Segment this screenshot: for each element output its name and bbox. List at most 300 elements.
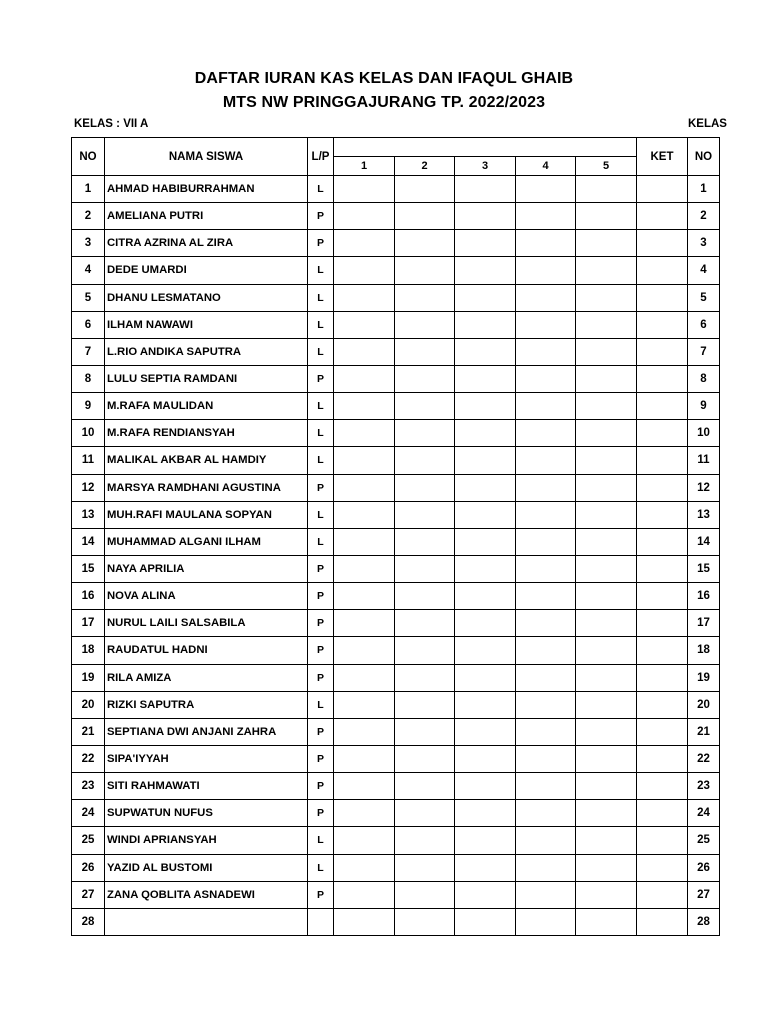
row-week-4-cell [516, 257, 576, 284]
row-week-1-cell [334, 474, 395, 501]
row-week-2-cell [395, 637, 455, 664]
row-week-1-cell [334, 908, 395, 935]
row-week-1-cell [334, 311, 395, 338]
header-no-right: NO [688, 138, 720, 176]
row-lp: P [308, 474, 334, 501]
row-no-right: 3 [688, 230, 720, 257]
row-week-1-cell [334, 501, 395, 528]
row-week-1-cell [334, 420, 395, 447]
row-ket-cell [637, 583, 688, 610]
row-week-2-cell [395, 827, 455, 854]
table-row [72, 854, 720, 881]
row-lp: P [308, 745, 334, 772]
row-ket-cell [637, 745, 688, 772]
row-week-3-cell [455, 176, 516, 203]
table-row [72, 773, 720, 800]
row-lp: P [308, 203, 334, 230]
row-nama: WINDI APRIANSYAH [105, 827, 308, 854]
row-week-1-cell [334, 257, 395, 284]
row-week-2-cell [395, 908, 455, 935]
row-week-3-cell [455, 745, 516, 772]
table-row [72, 583, 720, 610]
row-week-1-cell [334, 338, 395, 365]
row-lp: L [308, 176, 334, 203]
row-lp: L [308, 528, 334, 555]
row-week-1-cell [334, 365, 395, 392]
row-week-1-cell [334, 284, 395, 311]
row-no-right: 11 [688, 447, 720, 474]
table-row [72, 203, 720, 230]
row-nama: CITRA AZRINA AL ZIRA [105, 230, 308, 257]
row-ket-cell [637, 908, 688, 935]
row-week-4-cell [516, 447, 576, 474]
row-no: 8 [72, 365, 105, 392]
row-week-4-cell [516, 718, 576, 745]
row-week-4-cell [516, 474, 576, 501]
table-row [72, 257, 720, 284]
row-no-right: 19 [688, 664, 720, 691]
row-week-1-cell [334, 610, 395, 637]
row-week-4-cell [516, 691, 576, 718]
table-row [72, 827, 720, 854]
row-week-3-cell [455, 881, 516, 908]
row-week-2-cell [395, 474, 455, 501]
row-week-5-cell [576, 528, 637, 555]
kelas-label: KELAS : VII A [74, 118, 149, 130]
table-row [72, 881, 720, 908]
row-week-1-cell [334, 800, 395, 827]
row-nama: NOVA ALINA [105, 583, 308, 610]
row-week-5-cell [576, 854, 637, 881]
row-ket-cell [637, 827, 688, 854]
row-lp: L [308, 854, 334, 881]
row-ket-cell [637, 338, 688, 365]
header-week-3: 3 [455, 157, 516, 176]
row-no: 27 [72, 881, 105, 908]
row-no: 1 [72, 176, 105, 203]
row-no-right: 22 [688, 745, 720, 772]
row-week-4-cell [516, 176, 576, 203]
row-ket-cell [637, 284, 688, 311]
row-lp: P [308, 365, 334, 392]
row-nama: SITI RAHMAWATI [105, 773, 308, 800]
row-week-2-cell [395, 393, 455, 420]
row-lp: L [308, 338, 334, 365]
row-week-5-cell [576, 474, 637, 501]
row-week-2-cell [395, 528, 455, 555]
row-no: 21 [72, 718, 105, 745]
row-nama: ZANA QOBLITA ASNADEWI [105, 881, 308, 908]
row-week-2-cell [395, 800, 455, 827]
table-row [72, 528, 720, 555]
row-lp: P [308, 610, 334, 637]
row-week-1-cell [334, 691, 395, 718]
row-lp: P [308, 800, 334, 827]
row-week-5-cell [576, 718, 637, 745]
row-week-4-cell [516, 420, 576, 447]
header-lp: L/P [308, 138, 334, 176]
row-nama: ILHAM NAWAWI [105, 311, 308, 338]
row-week-4-cell [516, 311, 576, 338]
row-lp: P [308, 664, 334, 691]
row-week-5-cell [576, 176, 637, 203]
row-no-right: 6 [688, 311, 720, 338]
row-lp: P [308, 583, 334, 610]
row-no: 4 [72, 257, 105, 284]
row-lp: L [308, 393, 334, 420]
row-week-3-cell [455, 284, 516, 311]
row-week-2-cell [395, 745, 455, 772]
row-ket-cell [637, 203, 688, 230]
row-week-4-cell [516, 393, 576, 420]
table-row [72, 555, 720, 582]
row-lp: P [308, 773, 334, 800]
row-week-1-cell [334, 637, 395, 664]
row-lp: P [308, 637, 334, 664]
row-nama: MUH.RAFI MAULANA SOPYAN [105, 501, 308, 528]
row-week-5-cell [576, 501, 637, 528]
table-row [72, 338, 720, 365]
row-week-1-cell [334, 555, 395, 582]
document-title-line2: MTS NW PRINGGAJURANG TP. 2022/2023 [222, 94, 546, 111]
row-week-5-cell [576, 555, 637, 582]
row-week-5-cell [576, 881, 637, 908]
row-week-5-cell [576, 338, 637, 365]
row-no: 12 [72, 474, 105, 501]
header-nama-siswa: NAMA SISWA [105, 138, 308, 176]
row-ket-cell [637, 800, 688, 827]
table-row [72, 718, 720, 745]
row-week-2-cell [395, 610, 455, 637]
row-week-4-cell [516, 908, 576, 935]
row-ket-cell [637, 528, 688, 555]
row-week-2-cell [395, 555, 455, 582]
row-lp: L [308, 827, 334, 854]
row-week-2-cell [395, 691, 455, 718]
row-week-2-cell [395, 203, 455, 230]
row-ket-cell [637, 474, 688, 501]
row-ket-cell [637, 664, 688, 691]
row-nama: RILA AMIZA [105, 664, 308, 691]
row-week-3-cell [455, 800, 516, 827]
row-week-3-cell [455, 827, 516, 854]
row-week-3-cell [455, 257, 516, 284]
row-week-2-cell [395, 447, 455, 474]
row-week-1-cell [334, 827, 395, 854]
row-no-right: 20 [688, 691, 720, 718]
row-week-1-cell [334, 203, 395, 230]
row-no-right: 16 [688, 583, 720, 610]
table-row [72, 501, 720, 528]
table-row [72, 610, 720, 637]
row-no: 25 [72, 827, 105, 854]
row-no: 20 [72, 691, 105, 718]
row-nama: RIZKI SAPUTRA [105, 691, 308, 718]
row-nama: AMELIANA PUTRI [105, 203, 308, 230]
table-row [72, 691, 720, 718]
row-nama: DHANU LESMATANO [105, 284, 308, 311]
row-ket-cell [637, 311, 688, 338]
row-no: 7 [72, 338, 105, 365]
row-week-4-cell [516, 528, 576, 555]
row-no-right: 26 [688, 854, 720, 881]
row-nama: MALIKAL AKBAR AL HAMDIY [105, 447, 308, 474]
row-no-right: 10 [688, 420, 720, 447]
row-ket-cell [637, 691, 688, 718]
iuran-table [71, 137, 720, 936]
kelas-label-right: KELAS [688, 118, 727, 130]
row-week-3-cell [455, 637, 516, 664]
row-week-4-cell [516, 230, 576, 257]
row-week-2-cell [395, 583, 455, 610]
row-no: 16 [72, 583, 105, 610]
row-no-right: 14 [688, 528, 720, 555]
header-ket: KET [637, 138, 688, 176]
row-no-right: 1 [688, 176, 720, 203]
row-week-3-cell [455, 311, 516, 338]
row-week-1-cell [334, 176, 395, 203]
row-nama: LULU SEPTIA RAMDANI [105, 365, 308, 392]
row-week-2-cell [395, 664, 455, 691]
row-no: 28 [72, 908, 105, 935]
row-week-3-cell [455, 365, 516, 392]
table-row [72, 474, 720, 501]
row-week-3-cell [455, 583, 516, 610]
table-row [72, 284, 720, 311]
row-no: 10 [72, 420, 105, 447]
row-no-right: 24 [688, 800, 720, 827]
row-nama: NURUL LAILI SALSABILA [105, 610, 308, 637]
table-row [72, 311, 720, 338]
table-row [72, 745, 720, 772]
row-no: 9 [72, 393, 105, 420]
row-week-1-cell [334, 773, 395, 800]
row-week-3-cell [455, 528, 516, 555]
row-no-right: 5 [688, 284, 720, 311]
row-lp: L [308, 284, 334, 311]
row-ket-cell [637, 257, 688, 284]
row-nama [105, 908, 308, 935]
row-ket-cell [637, 420, 688, 447]
row-no: 24 [72, 800, 105, 827]
row-no: 5 [72, 284, 105, 311]
row-week-1-cell [334, 447, 395, 474]
row-no: 17 [72, 610, 105, 637]
row-week-5-cell [576, 230, 637, 257]
row-no: 14 [72, 528, 105, 555]
row-ket-cell [637, 881, 688, 908]
row-nama: L.RIO ANDIKA SAPUTRA [105, 338, 308, 365]
row-no-right: 23 [688, 773, 720, 800]
row-no: 19 [72, 664, 105, 691]
row-week-3-cell [455, 854, 516, 881]
row-lp: P [308, 718, 334, 745]
row-week-5-cell [576, 800, 637, 827]
row-week-4-cell [516, 203, 576, 230]
row-nama: SUPWATUN NUFUS [105, 800, 308, 827]
row-week-2-cell [395, 311, 455, 338]
row-no: 11 [72, 447, 105, 474]
row-no-right: 27 [688, 881, 720, 908]
row-nama: DEDE UMARDI [105, 257, 308, 284]
row-week-5-cell [576, 311, 637, 338]
row-lp: L [308, 501, 334, 528]
row-week-2-cell [395, 420, 455, 447]
row-week-5-cell [576, 365, 637, 392]
row-week-3-cell [455, 773, 516, 800]
row-week-5-cell [576, 393, 637, 420]
row-no: 13 [72, 501, 105, 528]
table-row [72, 420, 720, 447]
row-week-2-cell [395, 230, 455, 257]
row-week-5-cell [576, 583, 637, 610]
row-ket-cell [637, 718, 688, 745]
row-week-1-cell [334, 393, 395, 420]
row-week-2-cell [395, 718, 455, 745]
row-week-4-cell [516, 745, 576, 772]
row-nama: NAYA APRILIA [105, 555, 308, 582]
row-week-4-cell [516, 664, 576, 691]
row-week-3-cell [455, 501, 516, 528]
row-no: 23 [72, 773, 105, 800]
row-week-3-cell [455, 393, 516, 420]
row-week-1-cell [334, 583, 395, 610]
row-nama: YAZID AL BUSTOMI [105, 854, 308, 881]
document-title-line1: DAFTAR IURAN KAS KELAS DAN IFAQUL GHAIB [194, 70, 574, 87]
header-week-2: 2 [395, 157, 455, 176]
row-no-right: 18 [688, 637, 720, 664]
row-week-1-cell [334, 881, 395, 908]
row-lp [308, 908, 334, 935]
row-week-3-cell [455, 420, 516, 447]
row-no-right: 12 [688, 474, 720, 501]
row-week-5-cell [576, 745, 637, 772]
row-week-2-cell [395, 365, 455, 392]
row-week-4-cell [516, 800, 576, 827]
row-week-5-cell [576, 691, 637, 718]
row-week-5-cell [576, 637, 637, 664]
row-week-3-cell [455, 555, 516, 582]
header-week-4: 4 [516, 157, 576, 176]
row-week-2-cell [395, 338, 455, 365]
row-week-5-cell [576, 664, 637, 691]
row-lp: L [308, 691, 334, 718]
row-lp: P [308, 230, 334, 257]
row-nama: MARSYA RAMDHANI AGUSTINA [105, 474, 308, 501]
row-week-3-cell [455, 664, 516, 691]
header-week-5: 5 [576, 157, 637, 176]
row-ket-cell [637, 773, 688, 800]
row-week-3-cell [455, 338, 516, 365]
row-no: 6 [72, 311, 105, 338]
row-week-1-cell [334, 718, 395, 745]
row-no-right: 2 [688, 203, 720, 230]
row-week-5-cell [576, 447, 637, 474]
table-row [72, 393, 720, 420]
row-ket-cell [637, 393, 688, 420]
row-week-5-cell [576, 773, 637, 800]
row-week-3-cell [455, 230, 516, 257]
row-week-4-cell [516, 773, 576, 800]
row-nama: M.RAFA RENDIANSYAH [105, 420, 308, 447]
table-row [72, 637, 720, 664]
row-ket-cell [637, 176, 688, 203]
row-no: 2 [72, 203, 105, 230]
row-week-4-cell [516, 854, 576, 881]
row-ket-cell [637, 555, 688, 582]
row-no: 15 [72, 555, 105, 582]
table-row [72, 664, 720, 691]
row-ket-cell [637, 501, 688, 528]
row-no-right: 4 [688, 257, 720, 284]
row-week-4-cell [516, 555, 576, 582]
row-ket-cell [637, 447, 688, 474]
row-week-4-cell [516, 501, 576, 528]
row-ket-cell [637, 637, 688, 664]
row-week-3-cell [455, 718, 516, 745]
row-no-right: 13 [688, 501, 720, 528]
row-lp: P [308, 881, 334, 908]
row-week-1-cell [334, 664, 395, 691]
row-lp: P [308, 555, 334, 582]
row-no-right: 28 [688, 908, 720, 935]
row-week-4-cell [516, 583, 576, 610]
row-week-5-cell [576, 257, 637, 284]
row-week-4-cell [516, 365, 576, 392]
row-lp: L [308, 420, 334, 447]
row-week-3-cell [455, 691, 516, 718]
row-week-4-cell [516, 338, 576, 365]
row-no-right: 7 [688, 338, 720, 365]
row-week-5-cell [576, 420, 637, 447]
row-week-1-cell [334, 745, 395, 772]
row-nama: SEPTIANA DWI ANJANI ZAHRA [105, 718, 308, 745]
row-no-right: 17 [688, 610, 720, 637]
row-week-2-cell [395, 257, 455, 284]
row-no-right: 8 [688, 365, 720, 392]
table-row [72, 800, 720, 827]
row-no-right: 15 [688, 555, 720, 582]
row-ket-cell [637, 610, 688, 637]
row-week-3-cell [455, 610, 516, 637]
row-no: 26 [72, 854, 105, 881]
row-week-5-cell [576, 284, 637, 311]
row-no-right: 21 [688, 718, 720, 745]
row-lp: L [308, 447, 334, 474]
row-week-3-cell [455, 474, 516, 501]
row-nama: MUHAMMAD ALGANI ILHAM [105, 528, 308, 555]
row-week-2-cell [395, 881, 455, 908]
row-week-2-cell [395, 176, 455, 203]
row-lp: L [308, 311, 334, 338]
header-week-1: 1 [334, 157, 395, 176]
row-week-2-cell [395, 284, 455, 311]
row-week-5-cell [576, 908, 637, 935]
row-week-2-cell [395, 854, 455, 881]
row-nama: RAUDATUL HADNI [105, 637, 308, 664]
table-row [72, 447, 720, 474]
row-week-3-cell [455, 908, 516, 935]
row-week-1-cell [334, 528, 395, 555]
table-row [72, 176, 720, 203]
row-no-right: 9 [688, 393, 720, 420]
row-week-5-cell [576, 827, 637, 854]
row-nama: SIPA'IYYAH [105, 745, 308, 772]
row-week-4-cell [516, 881, 576, 908]
row-week-1-cell [334, 230, 395, 257]
header-weeks-group [334, 138, 637, 157]
row-nama: M.RAFA MAULIDAN [105, 393, 308, 420]
